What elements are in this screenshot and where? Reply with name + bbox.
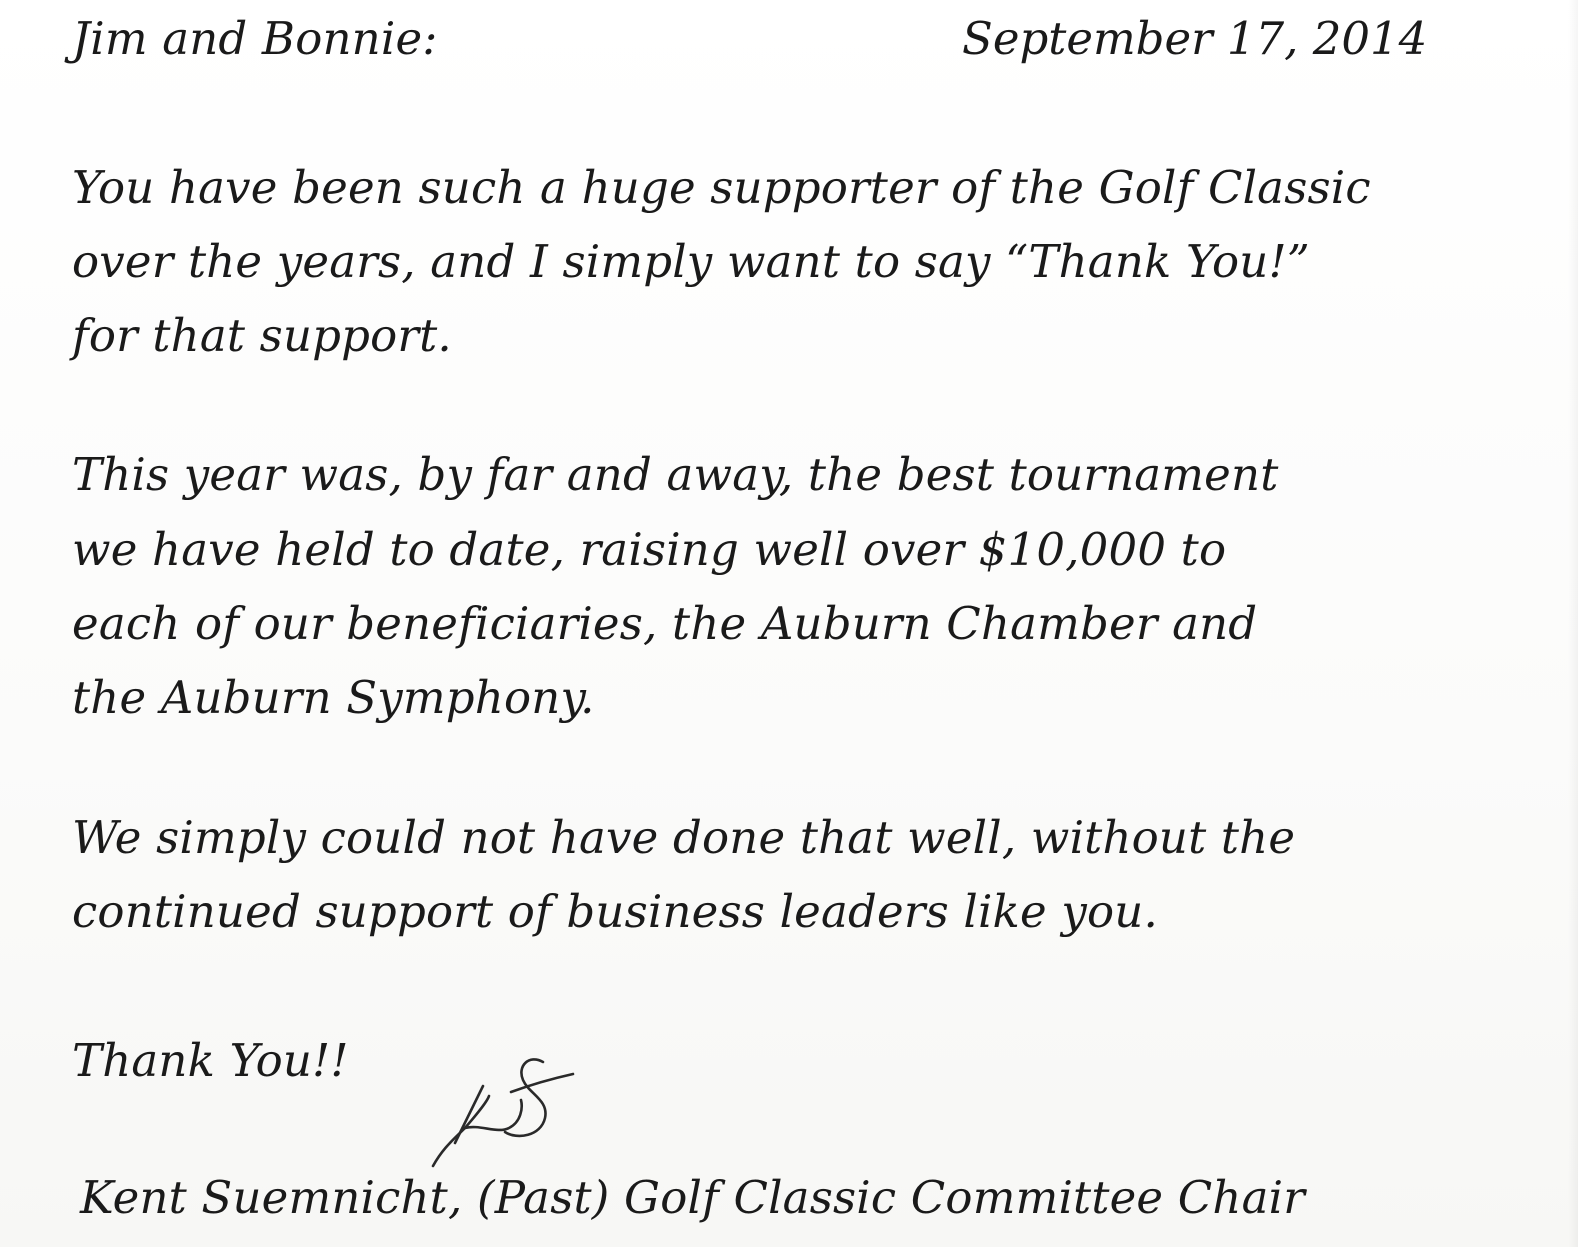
paragraph-1-line-2: over the years, and I simply want to say “Thank You!” <box>72 235 1310 288</box>
paragraph-2-line-2: we have held to date, raising well over $10,000 to <box>72 523 1227 576</box>
handwritten-signature <box>425 1048 585 1173</box>
signoff-name-title: Kent Suemnicht, (Past) Golf Classic Committee Chair <box>80 1171 1305 1224</box>
letter-date: September 17, 2014 <box>962 12 1428 65</box>
closing: Thank You!! <box>72 1034 349 1087</box>
paragraph-2-line-4: the Auburn Symphony. <box>72 671 595 724</box>
paragraph-3-line-1: We simply could not have done that well, without the <box>72 811 1296 864</box>
paragraph-3-line-2: continued support of business leaders like you. <box>72 885 1158 938</box>
paragraph-1-line-3: for that support. <box>72 309 452 362</box>
salutation: Jim and Bonnie: <box>72 12 438 65</box>
paragraph-1-line-1: You have been such a huge supporter of the Golf Classic <box>72 161 1371 214</box>
scan-edge-shadow <box>1568 0 1578 1247</box>
paragraph-2-line-1: This year was, by far and away, the best tournament <box>72 448 1279 501</box>
paragraph-2-line-3: each of our beneficiaries, the Auburn Chamber and <box>72 597 1258 650</box>
